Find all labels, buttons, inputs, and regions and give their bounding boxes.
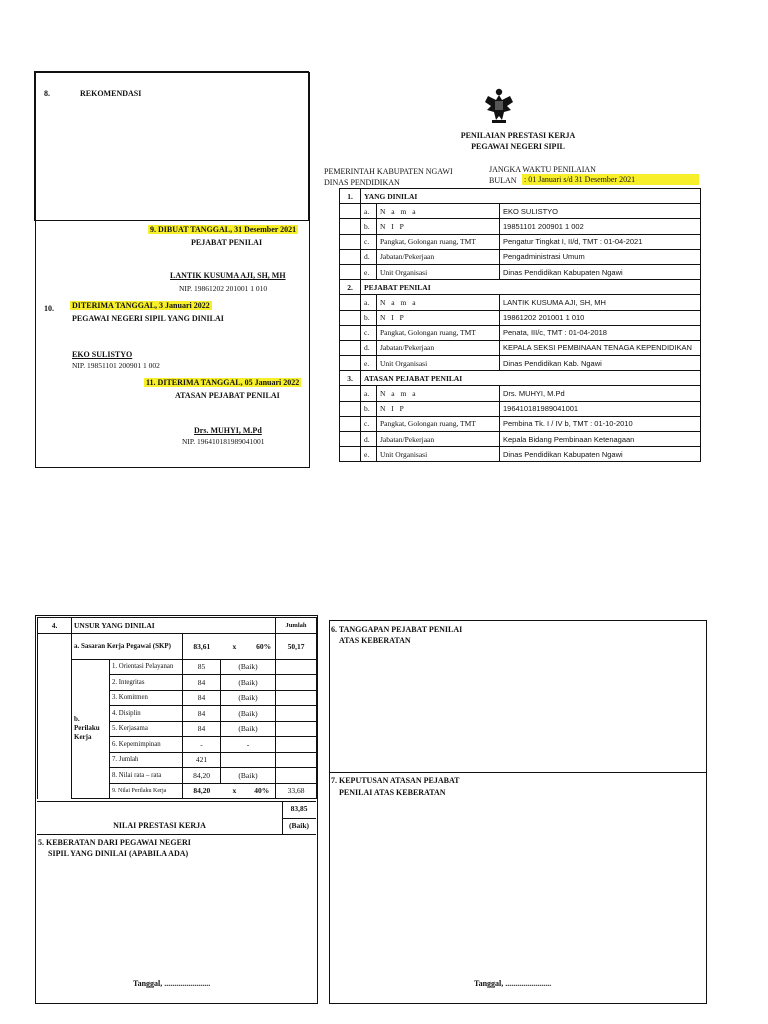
row-spacer	[340, 447, 361, 462]
behavior-predicate: (Baik)	[221, 768, 276, 784]
behavior-name: 7. Jumlah	[110, 752, 183, 768]
table-row	[340, 234, 701, 249]
period-value: : 01 Januari s/d 31 Desember 2021	[522, 174, 699, 185]
behavior-predicate: (Baik)	[221, 659, 276, 675]
table-row	[340, 340, 701, 355]
final-score: 83,85	[290, 804, 308, 813]
row-label: Pangkat, Golongan ruang, TMT	[377, 325, 500, 340]
row-value: 19861202 201001 1 010	[500, 310, 701, 325]
row-spacer	[340, 432, 361, 447]
row-spacer	[340, 416, 361, 431]
skp-percent: 60%	[256, 641, 272, 651]
behavior-name: 1. Orientasi Pelayanan	[110, 659, 183, 675]
unsur-title: UNSUR YANG DINILAI	[72, 618, 276, 634]
made-date: 9. DIBUAT TANGGAL, 31 Desember 2021	[150, 225, 297, 234]
section-header-row	[340, 189, 701, 204]
row-letter: d.	[361, 432, 377, 447]
row-letter: b.	[361, 310, 377, 325]
recommendation-panel	[35, 72, 310, 468]
row-value: Dinas Pendidikan Kabupaten Ngawi	[500, 447, 701, 462]
row-label: Jabatan/Pekerjaan	[377, 432, 500, 447]
response-panel	[329, 620, 707, 1004]
skp-total: 50,17	[276, 633, 317, 659]
behavior-name: 4. Disiplin	[110, 706, 183, 722]
header-title-1: PENILAIAN PRESTASI KERJA	[460, 131, 576, 140]
tanggapan-title-1: 6. TANGGAPAN PEJABAT PENILAI	[331, 625, 463, 634]
behavior-x: x	[232, 786, 237, 796]
behavior-score: 84	[183, 721, 221, 737]
behavior-name: 6. Kepemimpinan	[110, 737, 183, 753]
row-label: Jabatan/Pekerjaan	[377, 340, 500, 355]
row-letter: b.	[361, 219, 377, 234]
assessment-table	[37, 617, 317, 799]
row-spacer	[340, 340, 361, 355]
row-label: Pangkat, Golongan ruang, TMT	[377, 234, 500, 249]
superior-role: ATASAN PEJABAT PENILAI	[175, 391, 280, 400]
row-letter: a.	[361, 386, 377, 401]
section-number: 3.	[340, 371, 361, 386]
header-title-2: PEGAWAI NEGERI SIPIL	[471, 142, 565, 151]
table-row	[340, 386, 701, 401]
row-value: Pembina Tk. I / IV b, TMT : 01-10-2010	[500, 416, 701, 431]
row-spacer	[340, 234, 361, 249]
behavior-predicate: (Baik)	[221, 721, 276, 737]
received-nip: NIP. 19851101 200901 1 002	[72, 361, 160, 370]
table-row	[340, 325, 701, 340]
behavior-total-cell	[276, 768, 317, 784]
row-spacer	[340, 219, 361, 234]
received-date: DITERIMA TANGGAL, 3 Januari 2022	[72, 301, 210, 310]
behavior-row	[38, 659, 317, 675]
row-label: N I P	[377, 401, 500, 416]
behavior-score: -	[183, 737, 221, 753]
behavior-predicate: (Baik)	[221, 690, 276, 706]
behavior-score: 84,20	[183, 768, 221, 784]
row-label: N a m a	[377, 386, 500, 401]
row-letter: e.	[361, 447, 377, 462]
row-label: Pangkat, Golongan ruang, TMT	[377, 416, 500, 431]
row-letter: c.	[361, 234, 377, 249]
section-title: YANG DINILAI	[361, 189, 701, 204]
row-letter: e.	[361, 264, 377, 279]
jumlah-header: Jumlah	[276, 618, 317, 634]
keputusan-date: Tanggal, .......................	[474, 979, 552, 988]
row-spacer	[340, 386, 361, 401]
identity-table	[339, 188, 701, 462]
made-name: LANTIK KUSUMA AJI, SH, MH	[170, 271, 286, 280]
table-row	[340, 432, 701, 447]
row-spacer	[340, 249, 361, 264]
section-header-row	[340, 371, 701, 386]
skp-label: a. Sasaran Kerja Pegawai (SKP)	[72, 633, 183, 659]
row-spacer	[340, 264, 361, 279]
behavior-score: 84	[183, 675, 221, 691]
keputusan-title-2: PENILAI ATAS KEBERATAN	[339, 788, 446, 797]
row-value: Pengadministrasi Umum	[500, 249, 701, 264]
superior-nip: NIP. 196410181989041001	[182, 437, 265, 446]
table-row	[340, 416, 701, 431]
row-label: Unit Organisasi	[377, 356, 500, 371]
behavior-label: b. Perilaku Kerja	[72, 659, 110, 799]
keberatan-title-1: 5. KEBERATAN DARI PEGAWAI NEGERI	[38, 838, 191, 847]
row-spacer	[340, 325, 361, 340]
section-title: ATASAN PEJABAT PENILAI	[361, 371, 701, 386]
behavior-total-cell	[276, 737, 317, 753]
row-value: 196410181989041001	[500, 401, 701, 416]
behavior-predicate	[221, 752, 276, 768]
behavior-total-cell	[276, 690, 317, 706]
garuda-emblem-icon	[482, 86, 516, 126]
row-letter: a.	[361, 204, 377, 219]
received-number: 10.	[44, 304, 54, 313]
period-bulan: BULAN	[489, 176, 517, 185]
row-value: KEPALA SEKSI PEMBINAAN TENAGA KEPENDIDIKAN	[500, 340, 701, 355]
behavior-predicate: -	[221, 737, 276, 753]
table-row	[340, 295, 701, 310]
nilai-prestasi-area	[37, 801, 316, 834]
superior-name: Drs. MUHYI, M.Pd	[194, 426, 262, 435]
row-spacer	[340, 204, 361, 219]
recommendation-number: 8.	[44, 89, 50, 98]
row-label: Jabatan/Pekerjaan	[377, 249, 500, 264]
final-label: NILAI PRESTASI KERJA	[113, 821, 206, 830]
behavior-total-cell	[276, 752, 317, 768]
behavior-value-label: 9. Nilai Perilaku Kerja	[110, 783, 183, 799]
behavior-percent: 40%	[254, 786, 270, 796]
row-letter: c.	[361, 416, 377, 431]
behavior-total-cell	[276, 721, 317, 737]
table-row	[340, 249, 701, 264]
table-row	[340, 204, 701, 219]
row-value: 19851101 200901 1 002	[500, 219, 701, 234]
tanggapan-title-2: ATAS KEBERATAN	[339, 636, 411, 645]
row-label: Unit Organisasi	[377, 264, 500, 279]
behavior-total-cell	[276, 675, 317, 691]
made-nip: NIP. 19861202 201001 1 010	[179, 284, 268, 293]
behavior-name: 2. Integritas	[110, 675, 183, 691]
table-row	[340, 447, 701, 462]
divider	[37, 834, 316, 835]
behavior-score: 421	[183, 752, 221, 768]
table-row	[340, 310, 701, 325]
row-spacer	[340, 356, 361, 371]
row-value: Dinas Pendidikan Kabupaten Ngawi	[500, 264, 701, 279]
behavior-total: 33,68	[276, 783, 317, 799]
row-label: Unit Organisasi	[377, 447, 500, 462]
table-row	[340, 401, 701, 416]
row-value: Kepala Bidang Pembinaan Ketenagaan	[500, 432, 701, 447]
period-label: JANGKA WAKTU PENILAIAN	[489, 165, 596, 174]
recommendation-box	[34, 71, 309, 221]
behavior-value: 84,20	[183, 783, 221, 799]
row-letter: c.	[361, 325, 377, 340]
row-letter: d.	[361, 249, 377, 264]
row-label: N I P	[377, 219, 500, 234]
row-letter: b.	[361, 401, 377, 416]
behavior-multiplier	[221, 783, 276, 799]
behavior-score: 84	[183, 706, 221, 722]
section-title: PEJABAT PENILAI	[361, 280, 701, 295]
behavior-name: 5. Kerjasama	[110, 721, 183, 737]
row-value: Pengatur Tingkat I, II/d, TMT : 01-04-2021	[500, 234, 701, 249]
skp-multiplier	[221, 633, 276, 659]
row-label: N a m a	[377, 204, 500, 219]
behavior-name: 8. Nilai rata – rata	[110, 768, 183, 784]
skp-x: x	[232, 641, 237, 651]
keberatan-date: Tanggal, .......................	[133, 979, 211, 988]
row-spacer	[340, 401, 361, 416]
section-number: 1.	[340, 189, 361, 204]
section-header-row	[340, 280, 701, 295]
superior-received-date: 11. DITERIMA TANGGAL, 05 Januari 2022	[146, 378, 300, 387]
received-role: PEGAWAI NEGERI SIPIL YANG DINILAI	[72, 314, 224, 323]
row-letter: e.	[361, 356, 377, 371]
row-value: EKO SULISTYO	[500, 204, 701, 219]
keputusan-title-1: 7. KEPUTUSAN ATASAN PEJABAT	[331, 776, 460, 785]
keberatan-title-2: SIPIL YANG DINILAI (APABILA ADA)	[48, 849, 189, 858]
behavior-score: 84	[183, 690, 221, 706]
table-row	[340, 219, 701, 234]
table-row	[340, 264, 701, 279]
recommendation-label: REKOMENDASI	[80, 89, 142, 98]
row-value: Drs. MUHYI, M.Pd	[500, 386, 701, 401]
skp-value: 83,61	[183, 633, 221, 659]
behavior-predicate: (Baik)	[221, 675, 276, 691]
row-spacer	[340, 310, 361, 325]
section-number: 2.	[340, 280, 361, 295]
row-value: Dinas Pendidikan Kab. Ngawi	[500, 356, 701, 371]
final-predicate: (Baik)	[288, 821, 309, 830]
gov-name: PEMERINTAH KABUPATEN NGAWI	[324, 167, 453, 176]
behavior-score: 85	[183, 659, 221, 675]
received-name: EKO SULISTYO	[72, 350, 133, 359]
row-letter: d.	[361, 340, 377, 355]
behavior-total-cell	[276, 659, 317, 675]
row-value: Penata, III/c, TMT : 01-04-2018	[500, 325, 701, 340]
made-role: PEJABAT PENILAI	[191, 238, 263, 247]
row-value: LANTIK KUSUMA AJI, SH, MH	[500, 295, 701, 310]
row-spacer	[340, 295, 361, 310]
row-letter: a.	[361, 295, 377, 310]
unsur-number: 4.	[38, 618, 72, 634]
behavior-total-cell	[276, 706, 317, 722]
row-label: N I P	[377, 310, 500, 325]
behavior-name: 3. Komitmen	[110, 690, 183, 706]
dept-name: DINAS PENDIDIKAN	[324, 178, 400, 187]
row-label: N a m a	[377, 295, 500, 310]
divider	[329, 772, 707, 773]
behavior-predicate: (Baik)	[221, 706, 276, 722]
table-row	[340, 356, 701, 371]
